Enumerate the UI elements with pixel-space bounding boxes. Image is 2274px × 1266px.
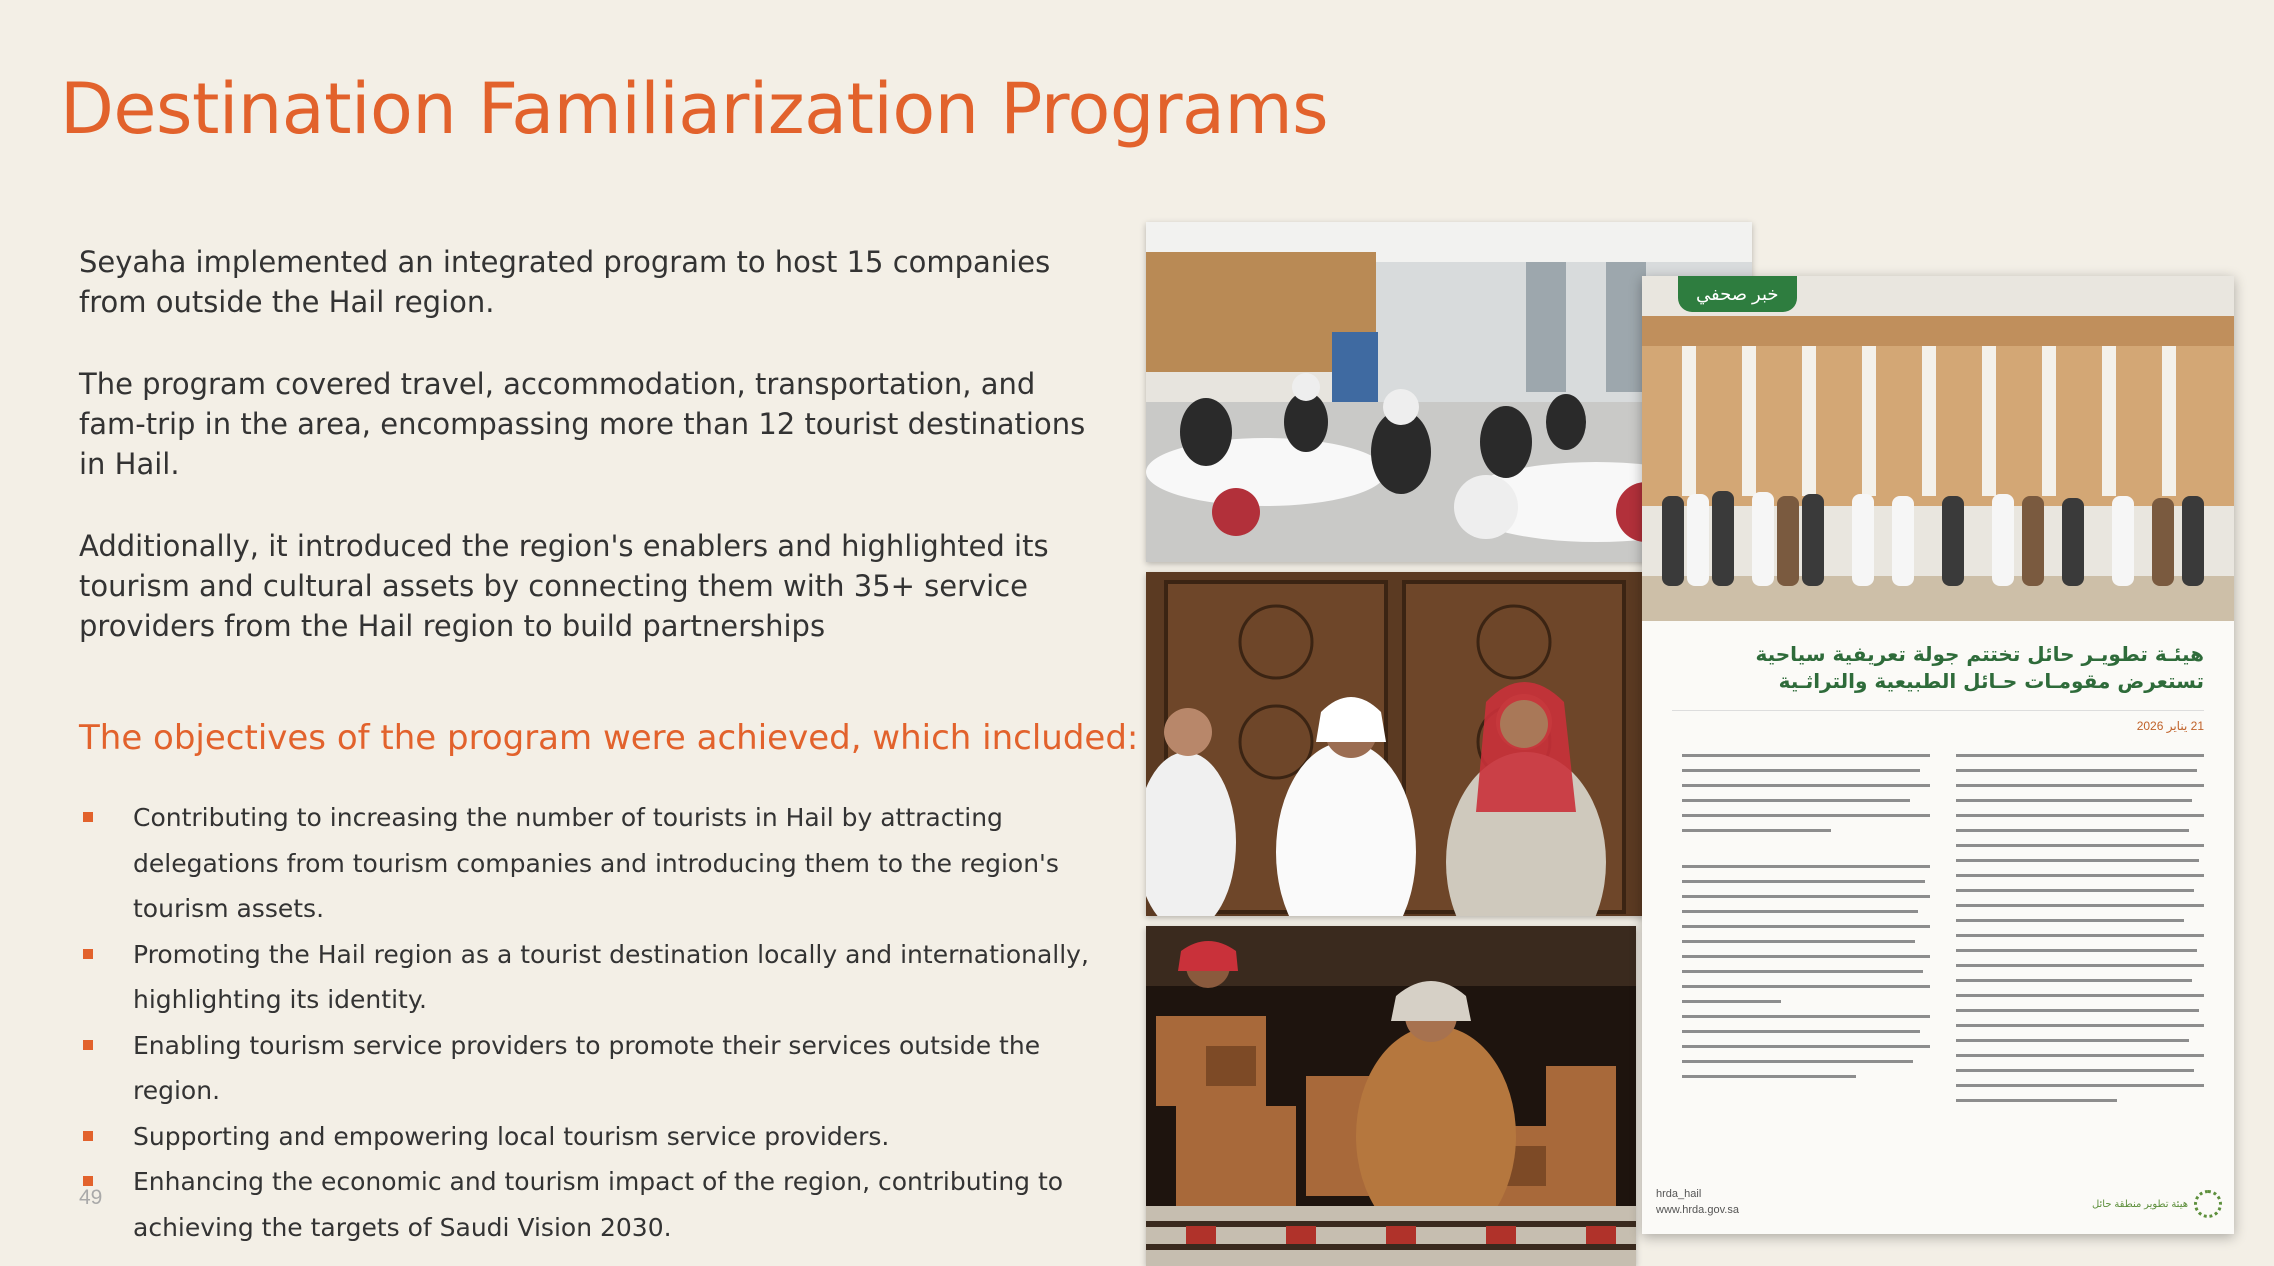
press-body-text xyxy=(1682,754,2204,1154)
page-number: 49 xyxy=(79,1186,103,1209)
hrda-logo xyxy=(2092,1190,2222,1218)
group-photo xyxy=(1642,276,2234,621)
social-handle: hrda_hail xyxy=(1656,1188,1702,1200)
objective-text: Contributing to increasing the number of tourists in Hail by attracting delegations from tourism companies and introducing them to the region's tourism assets. xyxy=(133,803,1059,923)
intro-paragraph: The program covered travel, accommodation, transportation, and fam-trip in the area, encompassing more than 12 tourist destinations in Hail. xyxy=(79,367,1086,481)
list-item xyxy=(79,795,1119,932)
objective-text: Supporting and empowering local tourism service providers. xyxy=(133,1121,890,1151)
objective-text: Enhancing the economic and tourism impact of the region, contributing to achieving the targets of Saudi Vision 2030. xyxy=(133,1167,1064,1242)
list-item xyxy=(79,932,1119,1023)
logo-mark-icon xyxy=(2194,1190,2222,1218)
square-bullet-icon xyxy=(83,949,93,959)
list-item xyxy=(79,1159,1119,1250)
list-item xyxy=(79,1023,1119,1114)
page-title: Destination Familiarization Programs xyxy=(60,68,1329,150)
objective-text: Enabling tourism service providers to promote their services outside the region. xyxy=(133,1030,1041,1105)
intro-text xyxy=(79,242,1109,688)
objectives-list xyxy=(79,795,1119,1250)
objective-text: Promoting the Hail region as a tourist destination locally and internationally, highlighting its identity. xyxy=(133,939,1089,1014)
divider xyxy=(1672,710,2204,711)
press-column xyxy=(1682,754,1930,1154)
press-date: 21 يناير 2026 xyxy=(2136,719,2204,733)
list-item xyxy=(79,1114,1119,1160)
handshake-photo xyxy=(1146,572,1644,916)
intro-paragraph: Seyaha implemented an integrated program to host 15 companies from outside the Hail region. xyxy=(79,245,1051,319)
intro-paragraph: Additionally, it introduced the region's enablers and highlighted its tourism and cultural assets by connecting them with 35+ service providers from the Hail region to build partnerships xyxy=(79,529,1049,643)
press-badge: خبر صحفي xyxy=(1678,276,1797,312)
press-headline: هيئـة تطويـر حائل تختتم جولة تعريفية سياحية تستعرض مقومـات حـائل الطبيعية والتراثـية xyxy=(1755,642,2204,693)
press-footer-contact xyxy=(1656,1186,1739,1218)
press-column xyxy=(1956,754,2204,1154)
square-bullet-icon xyxy=(83,1040,93,1050)
website-url: www.hrda.gov.sa xyxy=(1656,1204,1739,1216)
press-release-clipping xyxy=(1642,276,2234,1234)
square-bullet-icon xyxy=(83,812,93,822)
objectives-heading: The objectives of the program were achieved, which included: xyxy=(79,718,1139,758)
logo-text: هيئة تطوير منطقة حائل xyxy=(2091,1198,2188,1210)
crafts-photo xyxy=(1146,926,1636,1266)
square-bullet-icon xyxy=(83,1131,93,1141)
square-bullet-icon xyxy=(83,1176,93,1186)
